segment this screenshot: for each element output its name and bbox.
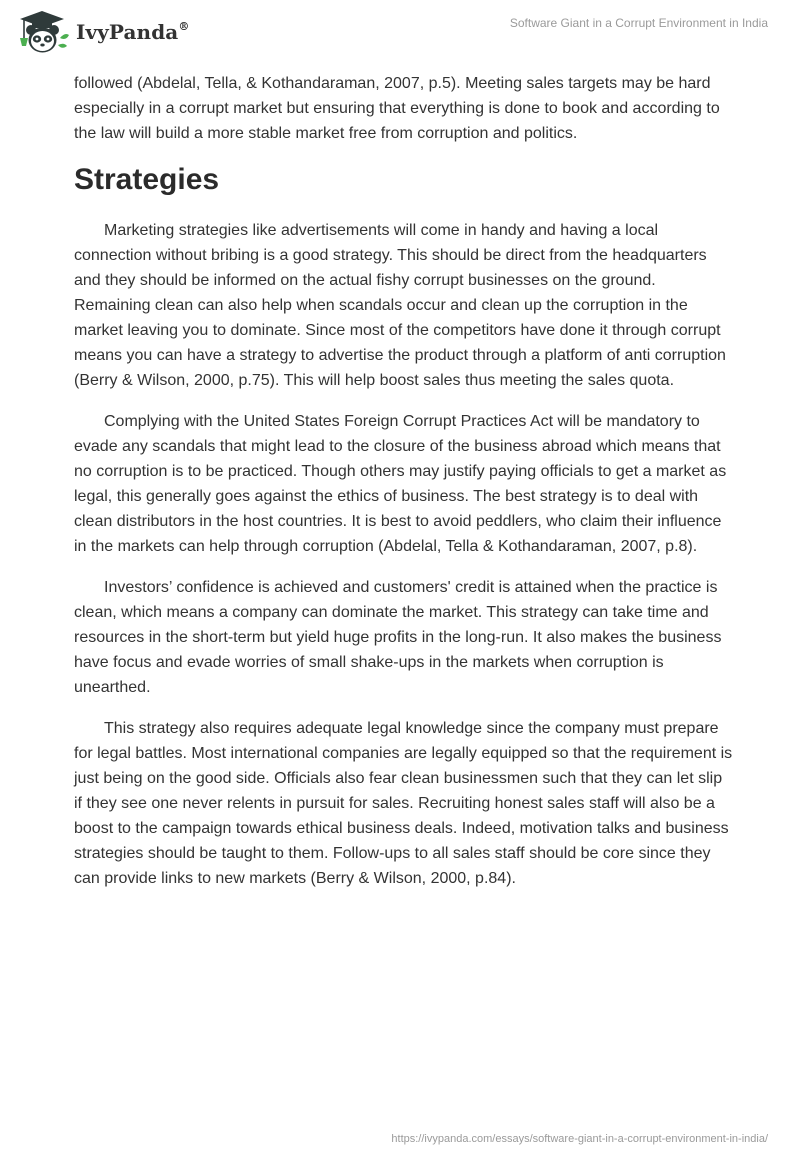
brand-text: IvyPanda bbox=[76, 20, 179, 44]
page-header bbox=[0, 0, 800, 66]
panda-graduate-icon[interactable] bbox=[14, 8, 76, 56]
intro-paragraph: followed (Abdelal, Tella, & Kothandaraman, 2007, p.5). Meeting sales targets may be hard especially in a corrupt market but ensuring that everything is done to book and according to the law will build a more stable market free from corruption and politics. bbox=[74, 75, 720, 142]
section-heading: Strategies bbox=[74, 163, 220, 196]
document-title: Software Giant in a Corrupt Environment in India bbox=[509, 16, 768, 30]
paragraph-3: Investors’ confidence is achieved and customers' credit is attained when the practice is clean, which means a company can dominate the market. This strategy can take time and resources in the short-term but yield huge profits in the long-run. It also makes the business have focus and evade worries of small shake-ups in the markets when corruption is unearthed. bbox=[74, 579, 722, 696]
paragraph-2: Complying with the United States Foreign Corrupt Practices Act will be mandatory to evade any scandals that might lead to the closure of the business abroad which means that no corruption is to be practiced. Though others may justify paying officials to get a market as legal, this generally goes against the ethics of business. The best strategy is to deal with clean distributors in the host countries. It is best to avoid peddlers, who claim their influence in the markets can help through corruption (Abdelal, Tella & Kothandaraman, 2007, p.8). bbox=[74, 413, 727, 555]
essay-content bbox=[74, 71, 734, 907]
brand-name[interactable] bbox=[76, 20, 189, 44]
paragraph-4: This strategy also requires adequate legal knowledge since the company must prepare for legal battles. Most international companies are legally equipped so that the requirement is just being on the good side. Officials also fear clean businessmen such that they can let slip if they see one never relents in pursuit for sales. Recruiting honest sales staff will also be a boost to the campaign towards ethical business deals. Indeed, motivation talks and business strategies should be taught to them. Follow-ups to all sales staff should be core since they can provide links to new markets (Berry & Wilson, 2000, p.84). bbox=[74, 720, 733, 887]
registered-mark: ® bbox=[178, 20, 190, 34]
paragraph-1: Marketing strategies like advertisements will come in handy and having a local connection without bribing is a good strategy. This should be direct from the headquarters and they should be informed on the actual fishy corrupt businesses on the ground. Remaining clean can also help when scandals occur and clean up the corruption in the market leaving you to dominate. Since most of the competitors have done it through corrupt means you can have a strategy to advertise the product through a platform of anti corruption (Berry & Wilson, 2000, p.75). This will help boost sales thus meeting the sales quota. bbox=[74, 222, 726, 389]
source-url[interactable]: https://ivypanda.com/essays/software-giant-in-a-corrupt-environment-in-india/ bbox=[391, 1133, 768, 1145]
